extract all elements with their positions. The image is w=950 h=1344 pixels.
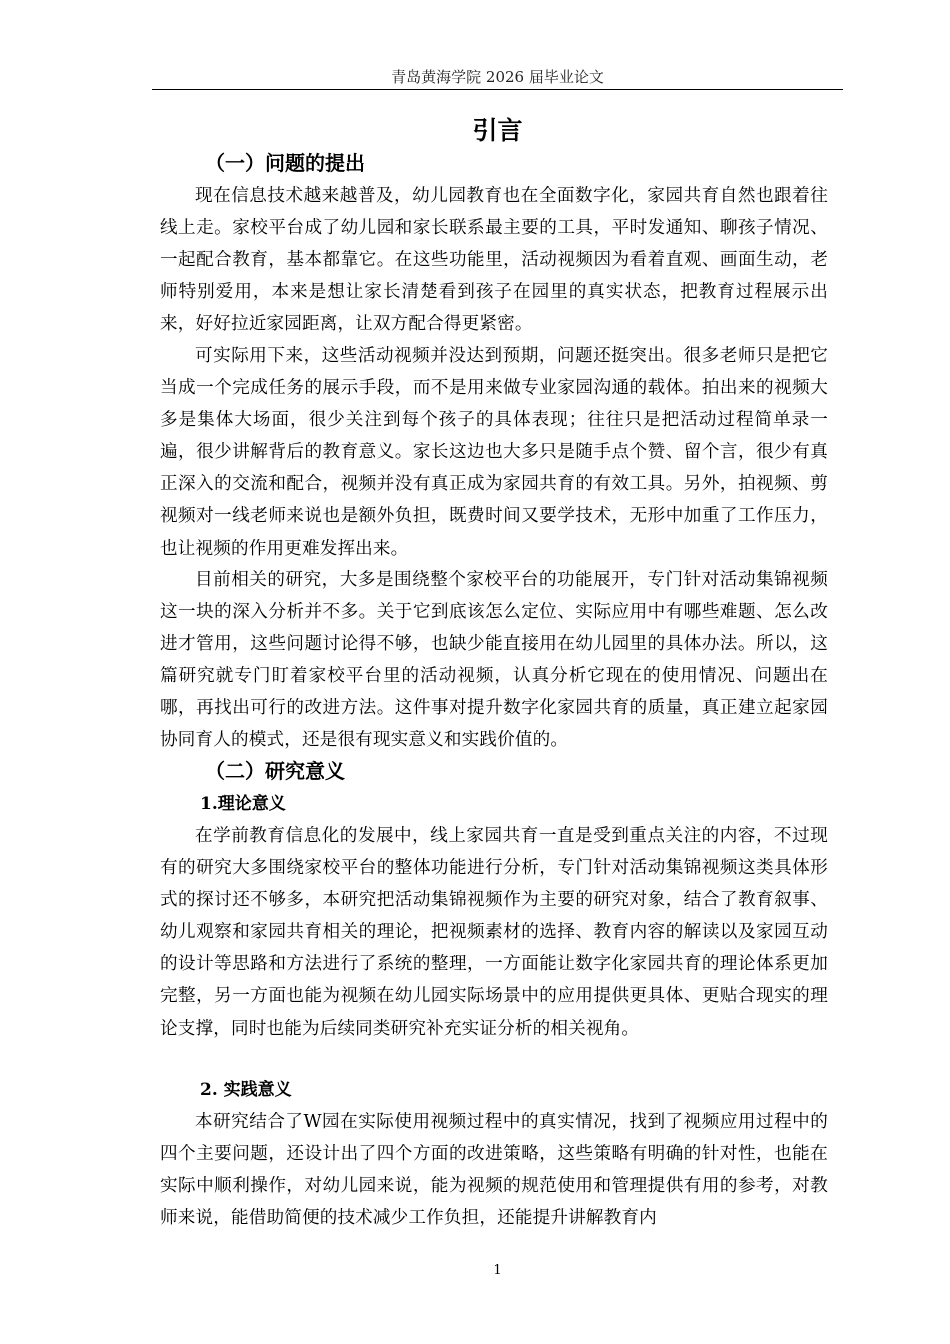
section-heading-problem: （一）问题的提出 — [205, 151, 365, 175]
running-header: 青岛黄海学院 2026 届毕业论文 — [391, 68, 604, 86]
page-title: 引言 — [472, 116, 523, 145]
page-number: 1 — [493, 1263, 502, 1278]
paragraph-background: 现在信息技术越来越普及，幼儿园教育也在全面数字化，家园共育自然也跟着往线上走。家校平台成了幼儿园和家长联系最主要的工具，平时发通知、聊孩子情况、一起配合教育，基本都靠它。在这些功能里，活动视频因为看着直观、画面生动，老师特别爱用，本来是想让家长清楚看到孩子在园里的真实状态，把教育过程展示出来，好好拉近家园距离，让双方配合得更紧密。 — [160, 186, 828, 335]
paragraph-practical: 本研究结合了W园在实际使用视频过程中的真实情况，找到了视频应用过程中的四个主要问题，还设计出了四个方面的改进策略，这些策略有明确的针对性，也能在实际中顺利操作，对幼儿园来说，能为视频的规范使用和管理提供有用的参考，对教师来说，能借助简便的技术减少工作负担，还能提升讲解教育内 — [160, 1112, 828, 1229]
paragraph-theoretical: 在学前教育信息化的发展中，线上家园共育一直是受到重点关注的内容，不过现有的研究大多围绕家校平台的整体功能进行分析，专门针对活动集锦视频这类具体形式的探讨还不够多，本研究把活动集锦视频作为主要的研究对象，结合了教育叙事、幼儿观察和家园共育相关的理论，把视频素材的选择、教育内容的解读以及家园互动的设计等思路和方法进行了系统的整理，一方面能让数字化家园共育的理论体系更加完整，另一方面也能为视频在幼儿园实际场景中的应用提供更具体、更贴合现实的理论支撑，同时也能为后续同类研究补充实证分析的相关视角。 — [160, 826, 828, 1039]
subheading-theoretical: 1.理论意义 — [200, 794, 286, 814]
paragraph-problems: 可实际用下来，这些活动视频并没达到预期，问题还挺突出。很多老师只是把它当成一个完成任务的展示手段，而不是用来做专业家园沟通的载体。拍出来的视频大多是集体大场面，很少关注到每个孩子的具体表现；往往只是把活动过程简单录一遍，很少讲解背后的教育意义。家长这边也大多只是随手点个赞、留个言，很少有真正深入的交流和配合，视频并没有真正成为家园共育的有效工具。另外，拍视频、剪视频对一线老师来说也是额外负担，既费时间又要学技术，无形中加重了工作压力，也让视频的作用更难发挥出来。 — [160, 346, 828, 559]
paragraph-research-gap: 目前相关的研究，大多是围绕整个家校平台的功能展开，专门针对活动集锦视频这一块的深入分析并不多。关于它到底该怎么定位、实际应用中有哪些难题、怎么改进才管用，这些问题讨论得不够，也缺少能直接用在幼儿园里的具体办法。所以，这篇研究就专门盯着家校平台里的活动视频，认真分析它现在的使用情况、问题出在哪，再找出可行的改进方法。这件事对提升数字化家园共育的质量，真正建立起家园协同育人的模式，还是很有现实意义和实践价值的。 — [160, 570, 828, 751]
subheading-practical: 2. 实践意义 — [200, 1080, 292, 1100]
header-divider — [152, 89, 843, 90]
section-heading-significance: （二）研究意义 — [205, 759, 345, 783]
